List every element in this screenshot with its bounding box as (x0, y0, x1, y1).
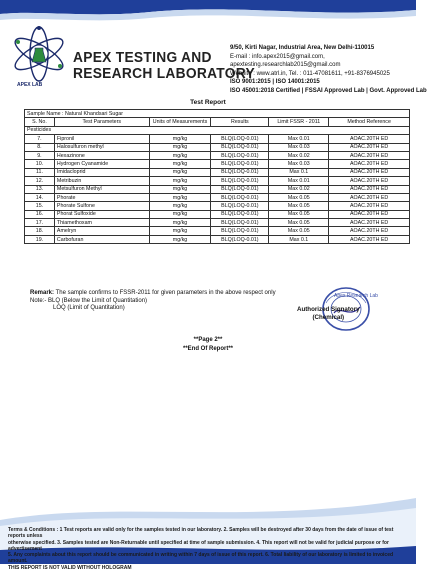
cell-unit: mg/kg (149, 185, 211, 193)
lab-logo-icon (8, 22, 70, 90)
lab-address: 9/50, Kirti Nagar, Industrial Area, New Delhi-110015 (230, 45, 375, 51)
page-number: **Page 2** (193, 337, 223, 343)
cell-parameter: Fipronil (54, 135, 149, 143)
approvals: ISO 45001:2018 Certified | FSSAI Approved Lab | Govt. Approved Lab (230, 87, 427, 94)
page-footer-labels (0, 336, 416, 353)
end-of-report: **End Of Report** (182, 345, 233, 352)
cell-parameter: Amelryn (54, 227, 149, 235)
contact-block (230, 44, 427, 96)
sample-name: Sample Name : Natural Khandsari Sugar (25, 110, 410, 118)
cell-result: BLQ(LOQ-0.01) (211, 202, 269, 210)
table-row (25, 219, 410, 227)
cell-method: AOAC.20TH ED (329, 210, 410, 218)
cell-result: BLQ(LOQ-0.01) (211, 143, 269, 151)
cell-method: AOAC.20TH ED (329, 177, 410, 185)
cell-unit: mg/kg (149, 193, 211, 201)
cell-method: AOAC.20TH ED (329, 160, 410, 168)
terms-line-2: otherwise specified. 3. Samples tested are Non-Returnable until specified at time of sample submission. 4. This report will not be valid for judicial purpose or for advertisement (8, 539, 389, 552)
cell-method: AOAC.20TH ED (329, 227, 410, 235)
cell-sno: 9. (25, 151, 55, 159)
cell-sno: 8. (25, 143, 55, 151)
cell-method: AOAC.20TH ED (329, 185, 410, 193)
note-blq: Note:- BLQ (Below the Limit of Quantitation) (30, 298, 148, 304)
cell-unit: mg/kg (149, 135, 211, 143)
cell-method: AOAC.20TH ED (329, 135, 410, 143)
header-results: Results (211, 118, 269, 126)
cell-parameter: Metsulfuron Methyl (54, 185, 149, 193)
cell-result: BLQ(LOQ-0.01) (211, 151, 269, 159)
cell-limit: Max 0.01 (269, 135, 329, 143)
cell-unit: mg/kg (149, 151, 211, 159)
cell-limit: Max 0.1 (269, 168, 329, 176)
cell-parameter: Carbofuran (54, 235, 149, 243)
cell-unit: mg/kg (149, 210, 211, 218)
cell-parameter: Hydrogen Cyanamide (54, 160, 149, 168)
cell-unit: mg/kg (149, 168, 211, 176)
table-row (25, 210, 410, 218)
table-row (25, 177, 410, 185)
cell-result: BLQ(LOQ-0.01) (211, 177, 269, 185)
cell-limit: Max 0.02 (269, 185, 329, 193)
header-method: Method Reference (329, 118, 410, 126)
cell-sno: 15. (25, 202, 55, 210)
cell-sno: 17. (25, 219, 55, 227)
signatory-title: Authorized Signatory (297, 306, 360, 313)
header-limit: Limit FSSR - 2011 (269, 118, 329, 126)
iso-certifications: ISO 9001:2015 | ISO 14001:2015 (230, 79, 320, 86)
remark-text: The sample confirms to FSSR-2011 for given parameters in the above respect only (54, 290, 276, 296)
note-block (30, 298, 147, 313)
lab-website: Website : www.atrl.in, Tel. : 011-47081611, +91-8376945025 (230, 70, 390, 77)
cell-result: BLQ(LOQ-0.01) (211, 235, 269, 243)
cell-sno: 12. (25, 177, 55, 185)
cell-result: BLQ(LOQ-0.01) (211, 227, 269, 235)
terms-and-conditions (8, 527, 410, 571)
cell-method: AOAC.20TH ED (329, 193, 410, 201)
cell-parameter: Imidacloprid (54, 168, 149, 176)
cell-sno: 7. (25, 135, 55, 143)
cell-unit: mg/kg (149, 202, 211, 210)
cell-sno: 19. (25, 235, 55, 243)
results-table (24, 109, 410, 244)
cell-limit: Max 0.05 (269, 193, 329, 201)
table-row (25, 202, 410, 210)
cell-limit: Max 0.03 (269, 160, 329, 168)
cell-method: AOAC.20TH ED (329, 168, 410, 176)
cell-method: AOAC.20TH ED (329, 202, 410, 210)
lab-name (73, 50, 255, 82)
terms-line-3: 5. Any complaints about this report should be communicated in writing within 7 days of issue of this report. 6. Total liability of our laboratory is limited to invoiced amount. (8, 552, 394, 565)
category-label: Pesticides (25, 126, 410, 134)
cell-limit: Max 0.02 (269, 151, 329, 159)
table-row (25, 151, 410, 159)
cell-unit: mg/kg (149, 160, 211, 168)
cell-result: BLQ(LOQ-0.01) (211, 185, 269, 193)
logo-caption: APEX LAB (17, 82, 43, 88)
cell-limit: Max 0.05 (269, 227, 329, 235)
cell-result: BLQ(LOQ-0.01) (211, 135, 269, 143)
cell-method: AOAC.20TH ED (329, 219, 410, 227)
cell-limit: Max 0.05 (269, 202, 329, 210)
cell-limit: Max 0.05 (269, 210, 329, 218)
table-row (25, 160, 410, 168)
cell-limit: Max 0.01 (269, 177, 329, 185)
svg-text:Apex Research Lab: Apex Research Lab (334, 293, 378, 299)
table-row (25, 185, 410, 193)
cell-parameter: Thiamethoxam (54, 219, 149, 227)
lab-name-line2: RESEARCH LABORATORY (73, 66, 255, 82)
sample-name-row (25, 110, 410, 118)
cell-parameter: Hexazinone (54, 151, 149, 159)
cell-sno: 13. (25, 185, 55, 193)
remark-label: Remark: (30, 290, 55, 296)
cell-unit: mg/kg (149, 235, 211, 243)
cell-parameter: Phorate Sulfone (54, 202, 149, 210)
cell-sno: 11. (25, 168, 55, 176)
cell-unit: mg/kg (149, 143, 211, 151)
cell-sno: 14. (25, 193, 55, 201)
remark (30, 290, 276, 298)
table-row (25, 227, 410, 235)
table-row (25, 235, 410, 243)
cell-parameter: Metribuzin (54, 177, 149, 185)
cell-method: AOAC.20TH ED (329, 235, 410, 243)
cell-limit: Max 0.1 (269, 235, 329, 243)
cell-unit: mg/kg (149, 227, 211, 235)
category-row (25, 126, 410, 134)
table-row (25, 135, 410, 143)
cell-unit: mg/kg (149, 219, 211, 227)
lab-email: E-mail : info.apex2015@gmail.com, (230, 53, 325, 60)
lab-email-2: apextesting.researchlab2015@gmail.com (230, 62, 341, 69)
cell-sno: 18. (25, 227, 55, 235)
cell-parameter: Phorat Sulfoxide (54, 210, 149, 218)
table-row (25, 168, 410, 176)
cell-result: BLQ(LOQ-0.01) (211, 193, 269, 201)
report-title: Test Report (190, 99, 226, 106)
table-row (25, 143, 410, 151)
lab-name-line1: APEX TESTING AND (73, 50, 212, 66)
cell-sno: 16. (25, 210, 55, 218)
cell-sno: 10. (25, 160, 55, 168)
table-row (25, 193, 410, 201)
header-sno: S. No. (25, 118, 55, 126)
cell-result: BLQ(LOQ-0.01) (211, 210, 269, 218)
note-loq: LOQ (Limit of Quantitation) (53, 305, 125, 312)
table-header-row (25, 118, 410, 126)
signatory-dept: (Chemical) (312, 314, 345, 321)
terms-line-1: Terms & Conditions : 1 Test reports are valid only for the samples tested in our laboratory. 2. Samples will be destroyed after 30 days from the date of issue of test reports unless (8, 527, 394, 540)
cell-parameter: Phorate (54, 193, 149, 201)
header-units: Units of Measurements (149, 118, 211, 126)
cell-result: BLQ(LOQ-0.01) (211, 160, 269, 168)
terms-line-4: THIS REPORT IS NOT VALID WITHOUT HOLOGRAM (8, 564, 132, 571)
cell-limit: Max 0.05 (269, 219, 329, 227)
cell-result: BLQ(LOQ-0.01) (211, 219, 269, 227)
cell-parameter: Halosulfuron methyl (54, 143, 149, 151)
cell-result: BLQ(LOQ-0.01) (211, 168, 269, 176)
header-test-parameters: Test Parameters (54, 118, 149, 126)
cell-method: AOAC.20TH ED (329, 151, 410, 159)
authorized-signatory (297, 306, 360, 322)
cell-limit: Max 0.03 (269, 143, 329, 151)
cell-method: AOAC.20TH ED (329, 143, 410, 151)
cell-unit: mg/kg (149, 177, 211, 185)
